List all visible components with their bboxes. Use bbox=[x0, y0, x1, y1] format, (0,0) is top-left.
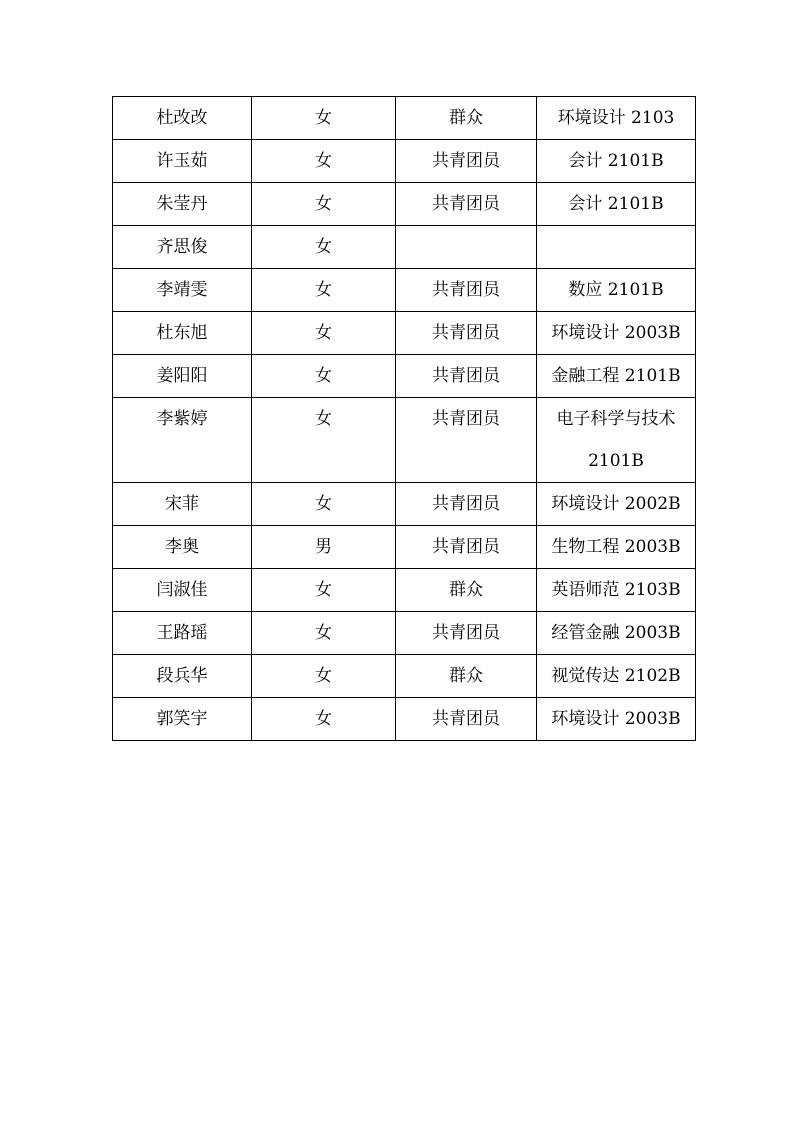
table-row bbox=[113, 569, 696, 612]
cell-gender: 男 bbox=[252, 526, 396, 569]
cell-gender: 女 bbox=[252, 312, 396, 355]
table-row bbox=[113, 655, 696, 698]
table-row bbox=[113, 226, 696, 269]
cell-name: 王路瑶 bbox=[113, 612, 252, 655]
cell-politics: 共青团员 bbox=[396, 355, 537, 398]
cell-major: 环境设计 2003B bbox=[537, 312, 696, 355]
cell-politics: 共青团员 bbox=[396, 183, 537, 226]
table-row bbox=[113, 612, 696, 655]
cell-name: 闫淑佳 bbox=[113, 569, 252, 612]
cell-gender: 女 bbox=[252, 655, 396, 698]
cell-name: 杜改改 bbox=[113, 97, 252, 140]
table-row bbox=[113, 269, 696, 312]
table-row bbox=[113, 526, 696, 569]
cell-gender: 女 bbox=[252, 140, 396, 183]
cell-politics bbox=[396, 226, 537, 269]
cell-name: 齐思俊 bbox=[113, 226, 252, 269]
cell-major: 生物工程 2003B bbox=[537, 526, 696, 569]
table-row bbox=[113, 355, 696, 398]
cell-politics: 群众 bbox=[396, 655, 537, 698]
cell-name: 朱莹丹 bbox=[113, 183, 252, 226]
cell-politics: 共青团员 bbox=[396, 698, 537, 741]
cell-name: 宋菲 bbox=[113, 483, 252, 526]
cell-major: 电子科学与技术 2101B bbox=[537, 398, 696, 483]
cell-gender: 女 bbox=[252, 569, 396, 612]
cell-major: 会计 2101B bbox=[537, 140, 696, 183]
table-row bbox=[113, 312, 696, 355]
cell-politics: 共青团员 bbox=[396, 612, 537, 655]
cell-politics: 共青团员 bbox=[396, 483, 537, 526]
cell-name: 郭笑宇 bbox=[113, 698, 252, 741]
cell-gender: 女 bbox=[252, 698, 396, 741]
cell-gender: 女 bbox=[252, 97, 396, 140]
cell-gender: 女 bbox=[252, 612, 396, 655]
cell-gender: 女 bbox=[252, 355, 396, 398]
cell-politics: 共青团员 bbox=[396, 398, 537, 483]
cell-name: 姜阳阳 bbox=[113, 355, 252, 398]
cell-name: 段兵华 bbox=[113, 655, 252, 698]
cell-gender: 女 bbox=[252, 226, 396, 269]
cell-name: 李奥 bbox=[113, 526, 252, 569]
cell-politics: 共青团员 bbox=[396, 526, 537, 569]
cell-major: 数应 2101B bbox=[537, 269, 696, 312]
table-row bbox=[113, 183, 696, 226]
cell-major: 环境设计 2103 bbox=[537, 97, 696, 140]
cell-politics: 共青团员 bbox=[396, 269, 537, 312]
table-row bbox=[113, 140, 696, 183]
table-row bbox=[113, 698, 696, 741]
cell-major: 环境设计 2002B bbox=[537, 483, 696, 526]
student-roster-table bbox=[112, 96, 696, 741]
cell-gender: 女 bbox=[252, 398, 396, 483]
cell-name: 李靖雯 bbox=[113, 269, 252, 312]
cell-name: 许玉茹 bbox=[113, 140, 252, 183]
cell-politics: 共青团员 bbox=[396, 312, 537, 355]
cell-gender: 女 bbox=[252, 483, 396, 526]
table-row bbox=[113, 483, 696, 526]
cell-name: 杜东旭 bbox=[113, 312, 252, 355]
table-row bbox=[113, 398, 696, 483]
cell-gender: 女 bbox=[252, 183, 396, 226]
cell-politics: 群众 bbox=[396, 569, 537, 612]
cell-major bbox=[537, 226, 696, 269]
cell-major: 英语师范 2103B bbox=[537, 569, 696, 612]
cell-politics: 群众 bbox=[396, 97, 537, 140]
cell-major: 金融工程 2101B bbox=[537, 355, 696, 398]
table-row bbox=[113, 97, 696, 140]
cell-name: 李紫婷 bbox=[113, 398, 252, 483]
cell-major: 视觉传达 2102B bbox=[537, 655, 696, 698]
cell-gender: 女 bbox=[252, 269, 396, 312]
cell-major: 会计 2101B bbox=[537, 183, 696, 226]
cell-major: 经管金融 2003B bbox=[537, 612, 696, 655]
cell-politics: 共青团员 bbox=[396, 140, 537, 183]
cell-major: 环境设计 2003B bbox=[537, 698, 696, 741]
